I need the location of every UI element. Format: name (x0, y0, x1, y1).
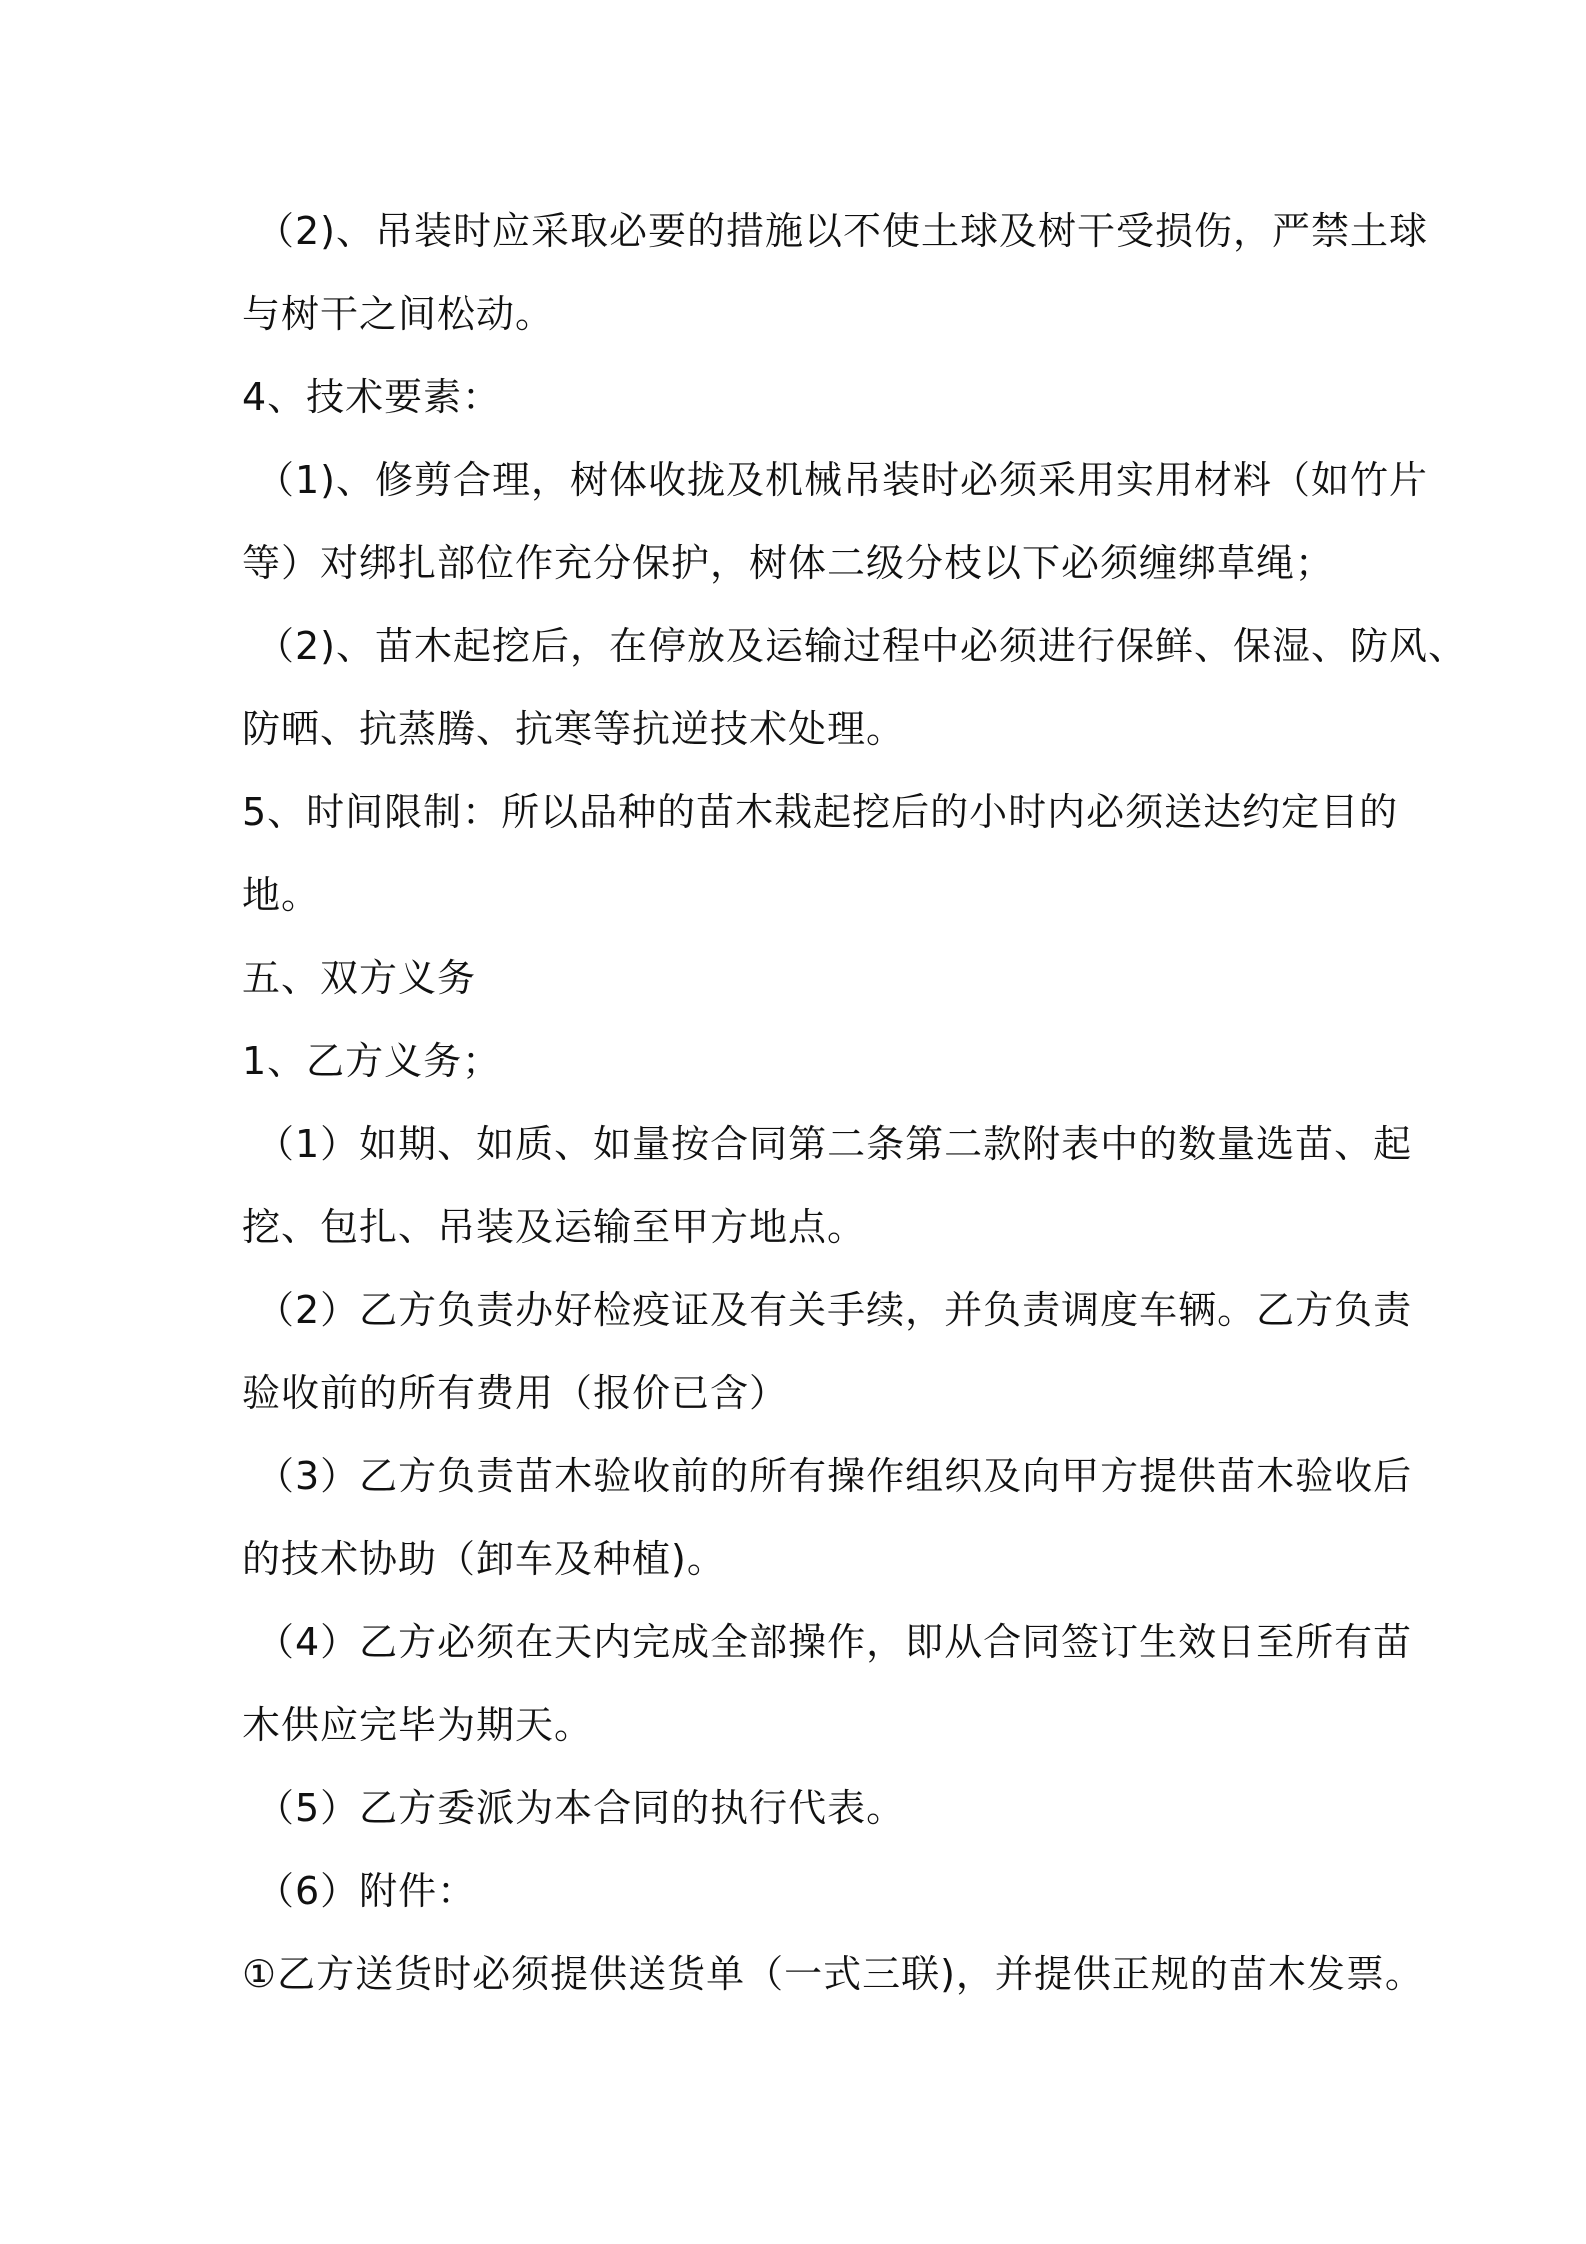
text-line: （6）附件： (256, 1869, 477, 1913)
text-line: （4）乙方必须在天内完成全部操作，即从合同签订生效日至所有苗 (256, 1620, 1413, 1664)
text-line: 防晒、抗蒸腾、抗寒等抗逆技术处理。 (242, 707, 906, 751)
text-line: ①乙方送货时必须提供送货单（一式三联)，并提供正规的苗木发票。 (242, 1952, 1424, 1996)
text-line: 挖、包扎、吊装及运输至甲方地点。 (242, 1205, 867, 1249)
text-line: 地。 (242, 873, 321, 917)
section-heading: 1、乙方义务； (242, 1039, 502, 1083)
text-line: 木供应完毕为期天。 (242, 1703, 594, 1747)
text-line: （2)、苗木起挖后，在停放及运输过程中必须进行保鲜、保湿、防风、 (256, 624, 1468, 668)
text-line: （1）如期、如质、如量按合同第二条第二款附表中的数量选苗、起 (256, 1122, 1413, 1166)
text-line: （5）乙方委派为本合同的执行代表。 (256, 1786, 906, 1830)
chapter-heading: 五、双方义务 (242, 956, 477, 1000)
text-line: （1)、修剪合理，树体收拢及机械吊装时必须采用实用材料（如竹片 (256, 458, 1429, 502)
section-heading: 5、时间限制：所以品种的苗木栽起挖后的小时内必须送达约定目的 (242, 790, 1399, 834)
text-line: 验收前的所有费用（报价已含） (242, 1371, 789, 1415)
text-line: 等）对绑扎部位作充分保护，树体二级分枝以下必须缠绑草绳； (242, 541, 1335, 585)
text-line: （2）乙方负责办好检疫证及有关手续，并负责调度车辆。乙方负责 (256, 1288, 1413, 1332)
text-line: （3）乙方负责苗木验收前的所有操作组织及向甲方提供苗木验收后 (256, 1454, 1413, 1498)
section-heading: 4、技术要素： (242, 375, 502, 419)
document-body (242, 190, 1468, 2016)
text-line: 的技术协助（卸车及种植)。 (242, 1537, 726, 1581)
text-line: （2)、吊装时应采取必要的措施以不使土球及树干受损伤，严禁土球 (256, 209, 1429, 253)
text-line: 与树干之间松动。 (242, 292, 555, 336)
